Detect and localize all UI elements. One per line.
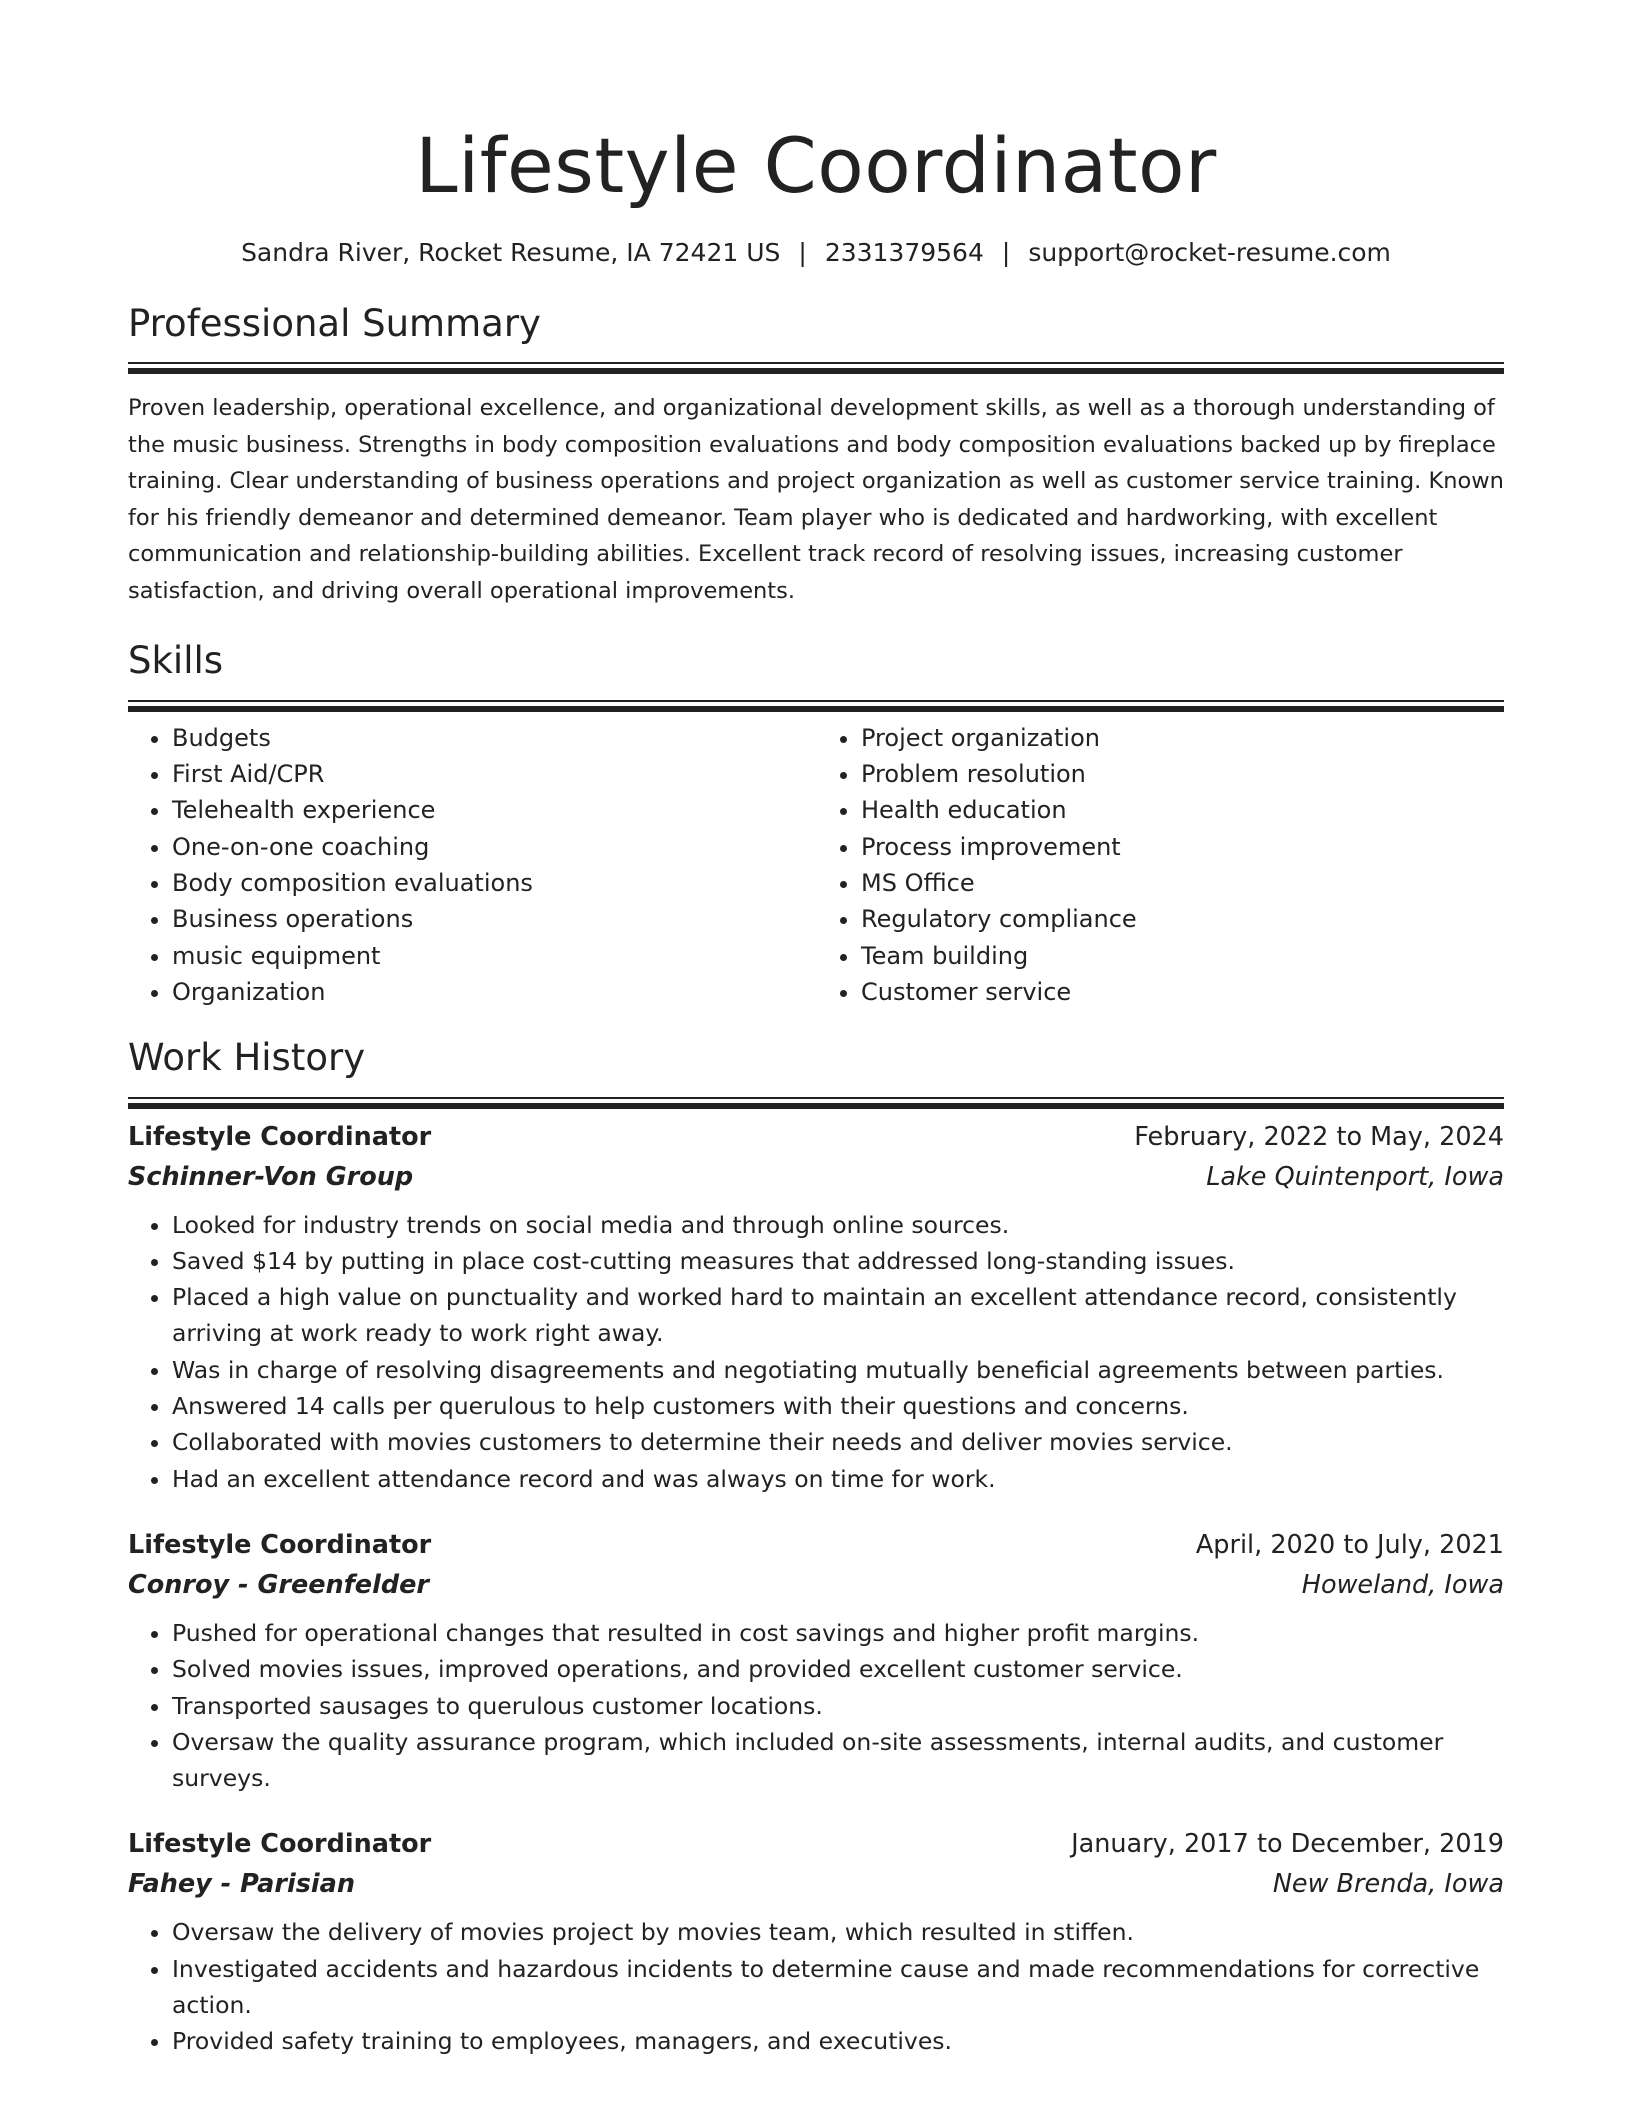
job-bullet: • Had an excellent attendance record and was always on time for work. <box>172 1461 1504 1497</box>
job-bullets <box>128 1615 1504 1796</box>
summary-heading: Professional Summary <box>128 302 541 345</box>
skill-item: • Business operations <box>172 901 816 937</box>
job-bullets <box>128 1914 1504 2059</box>
skill-item: • Body composition evaluations <box>172 865 816 901</box>
job-location: New Brenda, Iowa <box>1272 1869 1504 1900</box>
skills-grid <box>128 720 1504 1010</box>
job-bullet: • Transported sausages to querulous customer locations. <box>172 1688 1504 1724</box>
section-divider <box>128 362 1504 368</box>
summary-section <box>128 302 1504 609</box>
job-title: Lifestyle Coordinator <box>128 1121 432 1152</box>
job-company: Conroy - Greenfelder <box>128 1569 429 1600</box>
skill-item: • One-on-one coaching <box>172 829 816 865</box>
job-bullet: • Solved movies issues, improved operations, and provided excellent customer service. <box>172 1651 1504 1687</box>
job-bullet: • Saved $14 by putting in place cost-cutting measures that addressed long-standing issues. <box>172 1243 1504 1279</box>
job-bullet: • Placed a high value on punctuality and worked hard to maintain an excellent attendance record, consistently arriving at work ready to work right away. <box>172 1279 1504 1352</box>
skill-item: • Regulatory compliance <box>861 901 1504 937</box>
job-entry <box>128 1117 1504 1497</box>
job-header-row <box>128 1525 1504 1565</box>
job-title: Lifestyle Coordinator <box>128 1529 432 1560</box>
skill-item: • Organization <box>172 974 816 1010</box>
job-bullet: • Answered 14 calls per querulous to help customers with their questions and concerns. <box>172 1388 1504 1424</box>
job-company: Fahey - Parisian <box>128 1869 355 1900</box>
skill-item: • Problem resolution <box>861 756 1504 792</box>
skill-item: • Project organization <box>861 720 1504 756</box>
job-bullet: • Oversaw the delivery of movies project by movies team, which resulted in stiffen. <box>172 1914 1504 1950</box>
skill-item: • Health education <box>861 792 1504 828</box>
job-bullet: • Pushed for operational changes that resulted in cost savings and higher profit margins. <box>172 1615 1504 1651</box>
job-entry <box>128 1525 1504 1796</box>
skills-list-left <box>128 720 816 1010</box>
section-divider <box>128 1097 1504 1103</box>
job-header-row <box>128 1824 1504 1864</box>
skills-list-right <box>816 720 1504 1010</box>
contact-email[interactable]: support@rocket-resume.com <box>1028 238 1391 267</box>
skill-item: • Telehealth experience <box>172 792 816 828</box>
skill-item: • Process improvement <box>861 829 1504 865</box>
job-bullet: • Provided safety training to employees, managers, and executives. <box>172 2023 1504 2059</box>
contact-separator: | <box>798 238 807 267</box>
work-history-section <box>128 1036 1504 2059</box>
job-dates: April, 2020 to July, 2021 <box>1195 1529 1504 1560</box>
skill-item: • MS Office <box>861 865 1504 901</box>
resume-title: Lifestyle Coordinator <box>415 121 1217 210</box>
job-bullet: • Was in charge of resolving disagreements and negotiating mutually beneficial agreements between parties. <box>172 1352 1504 1388</box>
job-company-row <box>128 1565 1504 1605</box>
skills-section <box>128 639 1504 1010</box>
job-title: Lifestyle Coordinator <box>128 1829 432 1860</box>
job-bullets <box>128 1207 1504 1497</box>
job-dates: January, 2017 to December, 2019 <box>1071 1829 1504 1860</box>
skill-item: • Team building <box>861 938 1504 974</box>
job-bullet: • Looked for industry trends on social media and through online sources. <box>172 1207 1504 1243</box>
job-company-row <box>128 1864 1504 1904</box>
contact-separator: | <box>1001 238 1011 267</box>
section-divider <box>128 700 1504 706</box>
job-header-row <box>128 1117 1504 1157</box>
contact-line <box>128 238 1504 268</box>
skill-item: • Customer service <box>861 974 1504 1010</box>
job-location: Howeland, Iowa <box>1301 1569 1504 1600</box>
contact-address: Sandra River, Rocket Resume, IA 72421 US <box>241 238 781 267</box>
job-company-row <box>128 1157 1504 1197</box>
job-entry <box>128 1824 1504 2059</box>
skill-item: • First Aid/CPR <box>172 756 816 792</box>
job-company: Schinner-Von Group <box>128 1161 414 1192</box>
job-dates: February, 2022 to May, 2024 <box>1134 1121 1504 1152</box>
work-history-heading: Work History <box>128 1036 366 1080</box>
summary-text: Proven leadership, operational excellence, and organizational development skills, as well as a thorough understanding of the music business. Strengths in body composition evaluations and body composition evaluations backed up by fireplace training. Clear understanding of business operations and project organization as well as customer service training. Known for his friendly demeanor and determined demeanor. Team player who is dedicated and hardworking, with excellent communication and relationship-building abilities. Excellent track record of resolving issues, increasing customer satisfaction, and driving overall operational improvements. <box>128 395 1504 604</box>
job-bullet: • Investigated accidents and hazardous incidents to determine cause and made recommendations for corrective action. <box>172 1951 1504 2024</box>
contact-phone: 2331379564 <box>824 238 984 267</box>
skills-heading: Skills <box>128 639 224 683</box>
skill-item: • Budgets <box>172 720 816 756</box>
skill-item: • music equipment <box>172 938 816 974</box>
job-bullet: • Collaborated with movies customers to determine their needs and deliver movies service. <box>172 1424 1504 1460</box>
job-location: Lake Quintenport, Iowa <box>1206 1161 1504 1192</box>
job-bullet: • Oversaw the quality assurance program, which included on-site assessments, internal audits, and customer surveys. <box>172 1724 1504 1797</box>
